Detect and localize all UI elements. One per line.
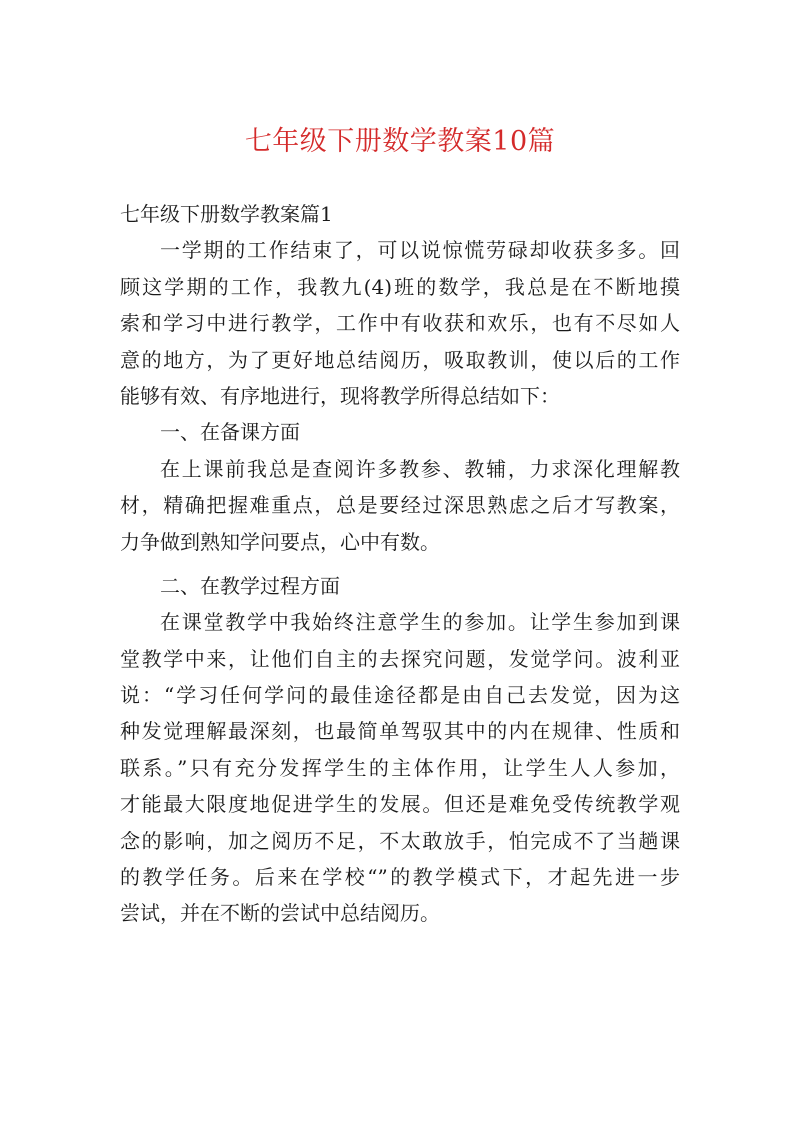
paragraph-line: 尝试，并在不断的尝试中总结阅历。 [120,901,440,926]
paragraph-3 [120,604,680,932]
paragraph-line: 堂教学中来，让他们自主的去探究问题，发觉学问。波利亚 [120,646,680,671]
document-title: 七年级下册数学教案10篇 [244,126,556,157]
subheading-teaching-process: 二、在教学过程方面 [160,573,340,598]
document-body [120,196,680,932]
paragraph-line: 联系。”只有充分发挥学生的主体作用，让学生人人参加， [120,755,680,780]
paragraph-2 [120,451,680,560]
paragraph-line: 在课堂教学中我始终注意学生的参加。让学生参加到课 [160,610,680,635]
paragraph-line: 才能最大限度地促进学生的发展。但还是难免受传统教学观 [120,792,680,817]
paragraph-line: 念的影响，加之阅历不足，不太敢放手，怕完成不了当趟课 [120,828,680,853]
paragraph-line: 的教学任务。后来在学校“”的教学模式下，才起先进一步 [120,865,680,890]
paragraph-1 [120,232,680,414]
paragraph-line: 顾这学期的工作，我教九(4)班的数学，我总是在不断地摸 [120,274,680,299]
paragraph-line: 索和学习中进行教学，工作中有收获和欢乐，也有不尽如人 [120,311,680,336]
section-heading: 七年级下册数学教案篇1 [120,202,333,226]
paragraph-line: 在上课前我总是查阅许多教参、教辅，力求深化理解教 [160,456,680,481]
paragraph-line: 材，精确把握难重点，总是要经过深思熟虑之后才写教案， [120,493,680,518]
paragraph-line: 说：“学习任何学问的最佳途径都是由自己去发觉，因为这 [120,683,680,708]
subheading-lesson-prep: 一、在备课方面 [160,420,300,445]
paragraph-line: 一学期的工作结束了，可以说惊慌劳碌却收获多多。回 [160,238,680,263]
paragraph-line: 种发觉理解最深刻，也最简单驾驭其中的内在规律、性质和 [120,719,680,744]
paragraph-line: 能够有效、有序地进行，现将教学所得总结如下： [120,383,560,408]
paragraph-line: 意的地方，为了更好地总结阅历，吸取教训，使以后的工作 [120,347,680,372]
paragraph-line: 力争做到熟知学问要点，心中有数。 [120,529,440,554]
